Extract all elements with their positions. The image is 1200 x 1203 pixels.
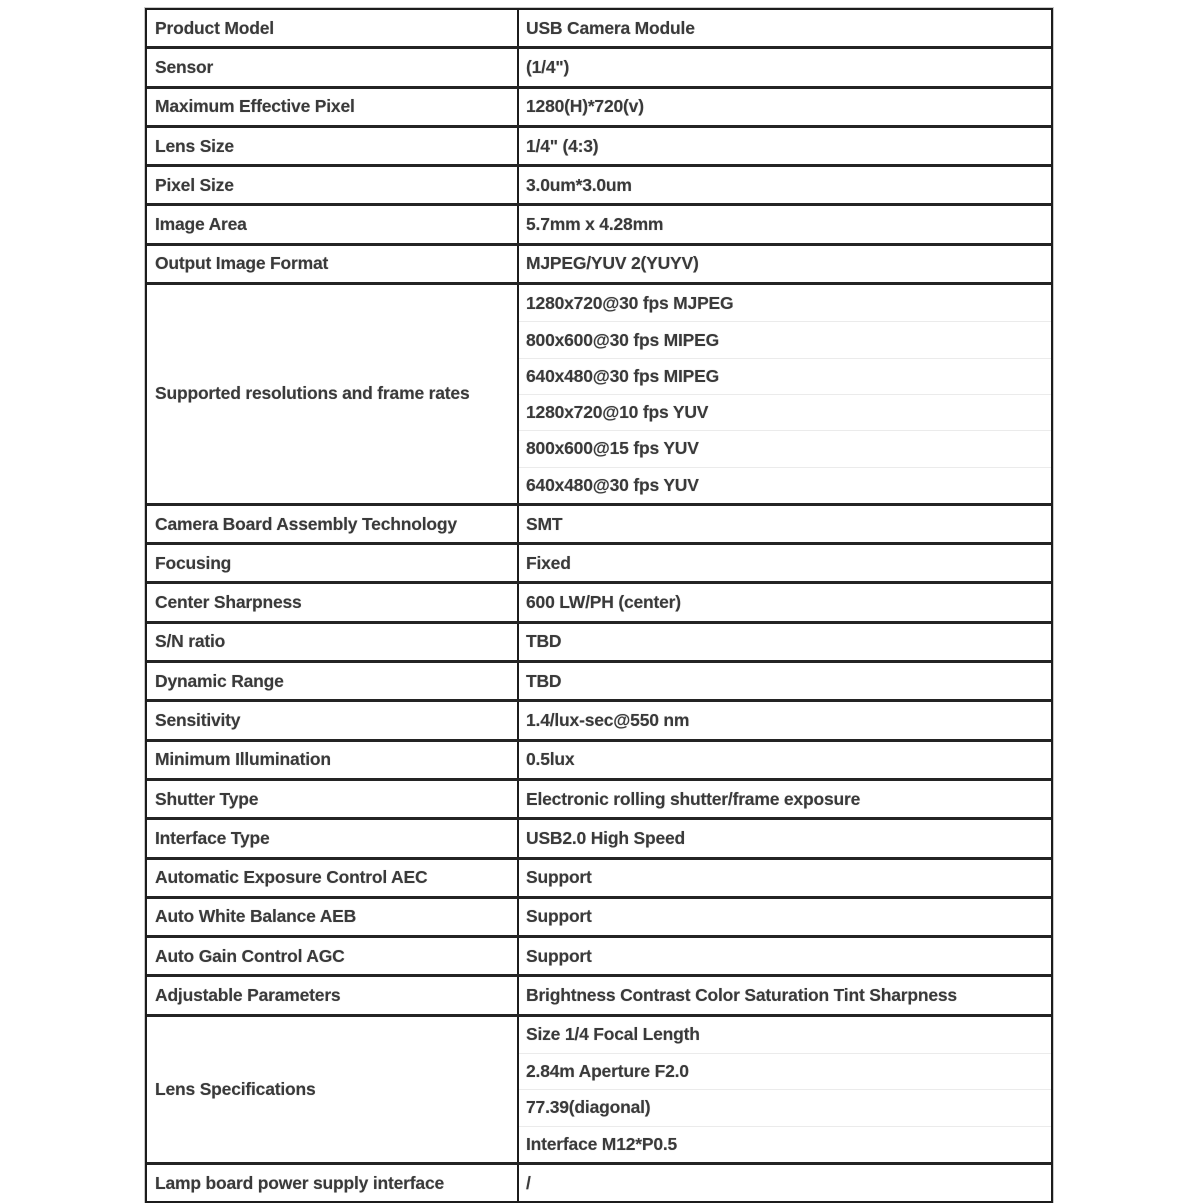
spec-value-line <box>519 545 1051 581</box>
spec-value: 1280x720@30 fps MJPEG <box>526 292 734 313</box>
spec-value-line <box>519 1089 1051 1125</box>
spec-value-cell <box>519 1165 1051 1201</box>
spec-label: Sensitivity <box>155 709 241 730</box>
spec-label-cell <box>147 49 519 85</box>
table-row <box>147 860 1051 899</box>
table-row <box>147 89 1051 128</box>
table-row <box>147 938 1051 977</box>
spec-value: Support <box>526 867 592 888</box>
spec-label: Minimum Illumination <box>155 749 331 770</box>
table-row <box>147 246 1051 285</box>
spec-value-line <box>519 781 1051 817</box>
spec-value: USB Camera Module <box>526 17 695 38</box>
table-row <box>147 285 1051 506</box>
spec-value-cell <box>519 206 1051 242</box>
spec-value: Fixed <box>526 552 571 573</box>
spec-label-cell <box>147 938 519 974</box>
spec-value: Interface M12*P0.5 <box>526 1133 678 1154</box>
table-row <box>147 1165 1051 1201</box>
spec-value: 600 LW/PH (center) <box>526 592 681 613</box>
spec-value-cell <box>519 584 1051 620</box>
table-row <box>147 506 1051 545</box>
spec-label: Supported resolutions and frame rates <box>155 383 470 404</box>
spec-label: Product Model <box>155 17 274 38</box>
spec-label-cell <box>147 545 519 581</box>
spec-value-line <box>519 742 1051 778</box>
table-row <box>147 167 1051 206</box>
spec-value-line <box>519 206 1051 242</box>
spec-label: Adjustable Parameters <box>155 985 341 1006</box>
spec-label-cell <box>147 584 519 620</box>
spec-value-line <box>519 321 1051 357</box>
spec-label-cell <box>147 899 519 935</box>
spec-label: Shutter Type <box>155 788 259 809</box>
spec-value-line <box>519 584 1051 620</box>
spec-value: 640x480@30 fps YUV <box>526 474 699 495</box>
spec-value-line <box>519 820 1051 856</box>
spec-label-cell <box>147 977 519 1013</box>
table-row <box>147 545 1051 584</box>
spec-value-line <box>519 394 1051 430</box>
spec-value-cell <box>519 128 1051 164</box>
spec-label-cell <box>147 820 519 856</box>
spec-value: MJPEG/YUV 2(YUYV) <box>526 253 699 274</box>
table-row <box>147 899 1051 938</box>
spec-value-line <box>519 49 1051 85</box>
spec-label: Sensor <box>155 56 214 77</box>
spec-value: / <box>526 1172 531 1193</box>
table-row <box>147 781 1051 820</box>
spec-label: Auto Gain Control AGC <box>155 945 345 966</box>
table-row <box>147 977 1051 1016</box>
spec-label: S/N ratio <box>155 631 226 652</box>
spec-value-line <box>519 977 1051 1013</box>
spec-label-cell <box>147 781 519 817</box>
spec-label-cell <box>147 860 519 896</box>
spec-value: TBD <box>526 631 562 652</box>
spec-value-line <box>519 285 1051 321</box>
spec-value: 2.84m Aperture F2.0 <box>526 1061 689 1082</box>
spec-value-line <box>519 358 1051 394</box>
spec-value-line <box>519 663 1051 699</box>
spec-label-cell <box>147 506 519 542</box>
spec-value-cell <box>519 10 1051 46</box>
spec-value: Size 1/4 Focal Length <box>526 1024 700 1045</box>
spec-value-cell <box>519 663 1051 699</box>
spec-value-cell <box>519 624 1051 660</box>
spec-value: Support <box>526 906 592 927</box>
spec-label: Lens Specifications <box>155 1078 316 1099</box>
table-row <box>147 10 1051 49</box>
spec-value-cell <box>519 742 1051 778</box>
spec-label: Maximum Effective Pixel <box>155 96 355 117</box>
spec-value: 800x600@15 fps YUV <box>526 438 699 459</box>
spec-label: Automatic Exposure Control AEC <box>155 867 428 888</box>
spec-value-line <box>519 128 1051 164</box>
table-row <box>147 742 1051 781</box>
spec-label: Camera Board Assembly Technology <box>155 513 457 534</box>
spec-value-line <box>519 167 1051 203</box>
spec-value-line <box>519 899 1051 935</box>
spec-value-line <box>519 1165 1051 1201</box>
spec-value-line <box>519 430 1051 466</box>
spec-label-cell <box>147 167 519 203</box>
spec-value-cell <box>519 1017 1051 1162</box>
spec-label-cell <box>147 702 519 738</box>
table-row <box>147 584 1051 623</box>
spec-label-cell <box>147 206 519 242</box>
spec-value-cell <box>519 820 1051 856</box>
spec-value: Support <box>526 945 592 966</box>
spec-value-cell <box>519 246 1051 282</box>
spec-value: 0.5lux <box>526 749 575 770</box>
spec-value: TBD <box>526 670 562 691</box>
table-row <box>147 663 1051 702</box>
spec-value-line <box>519 624 1051 660</box>
spec-value-cell <box>519 506 1051 542</box>
spec-label: Center Sharpness <box>155 592 302 613</box>
spec-value: USB2.0 High Speed <box>526 827 685 848</box>
spec-value-line <box>519 506 1051 542</box>
spec-value-cell <box>519 781 1051 817</box>
table-row <box>147 702 1051 741</box>
spec-value-line <box>519 702 1051 738</box>
spec-value: 77.39(diagonal) <box>526 1097 651 1118</box>
spec-value: SMT <box>526 513 563 534</box>
spec-label: Interface Type <box>155 827 270 848</box>
spec-value-cell <box>519 702 1051 738</box>
spec-label-cell <box>147 742 519 778</box>
spec-label-cell <box>147 1017 519 1162</box>
spec-label: Lens Size <box>155 135 234 156</box>
spec-value-cell <box>519 49 1051 85</box>
spec-value-cell <box>519 977 1051 1013</box>
table-row <box>147 1017 1051 1165</box>
spec-value: 1280(H)*720(v) <box>526 96 644 117</box>
spec-value: 3.0um*3.0um <box>526 174 632 195</box>
spec-table <box>145 8 1053 1203</box>
spec-value-line <box>519 860 1051 896</box>
spec-value: 1280x720@10 fps YUV <box>526 402 709 423</box>
spec-value-line <box>519 246 1051 282</box>
spec-label-cell <box>147 10 519 46</box>
spec-label: Image Area <box>155 214 247 235</box>
spec-label-cell <box>147 663 519 699</box>
spec-value: 1.4/lux-sec@550 nm <box>526 709 690 730</box>
spec-value: 1/4" (4:3) <box>526 135 599 156</box>
spec-value-line <box>519 467 1051 503</box>
spec-value: Brightness Contrast Color Saturation Tint Sharpness <box>526 985 957 1006</box>
spec-value-line <box>519 1126 1051 1162</box>
spec-value-cell <box>519 285 1051 503</box>
spec-value-line <box>519 1053 1051 1089</box>
spec-label-cell <box>147 624 519 660</box>
spec-label: Auto White Balance AEB <box>155 906 357 927</box>
spec-label: Output Image Format <box>155 253 329 274</box>
spec-value: 800x600@30 fps MIPEG <box>526 329 720 350</box>
spec-value-line <box>519 89 1051 125</box>
spec-value-cell <box>519 899 1051 935</box>
table-row <box>147 49 1051 88</box>
table-row <box>147 128 1051 167</box>
spec-label-cell <box>147 246 519 282</box>
spec-label-cell <box>147 89 519 125</box>
table-row <box>147 820 1051 859</box>
spec-label: Lamp board power supply interface <box>155 1172 445 1193</box>
spec-value: (1/4") <box>526 56 570 77</box>
spec-label-cell <box>147 1165 519 1201</box>
spec-label: Focusing <box>155 552 232 573</box>
spec-value: Electronic rolling shutter/frame exposure <box>526 788 861 809</box>
spec-value-cell <box>519 89 1051 125</box>
spec-label: Dynamic Range <box>155 670 284 691</box>
spec-label-cell <box>147 128 519 164</box>
spec-value-cell <box>519 167 1051 203</box>
table-row <box>147 206 1051 245</box>
spec-value-cell <box>519 545 1051 581</box>
spec-value: 5.7mm x 4.28mm <box>526 214 664 235</box>
spec-value-cell <box>519 938 1051 974</box>
table-row <box>147 624 1051 663</box>
spec-value-line <box>519 938 1051 974</box>
spec-label: Pixel Size <box>155 174 234 195</box>
spec-value-line <box>519 10 1051 46</box>
spec-value: 640x480@30 fps MIPEG <box>526 365 720 386</box>
spec-value-cell <box>519 860 1051 896</box>
spec-value-line <box>519 1017 1051 1053</box>
spec-label-cell <box>147 285 519 503</box>
